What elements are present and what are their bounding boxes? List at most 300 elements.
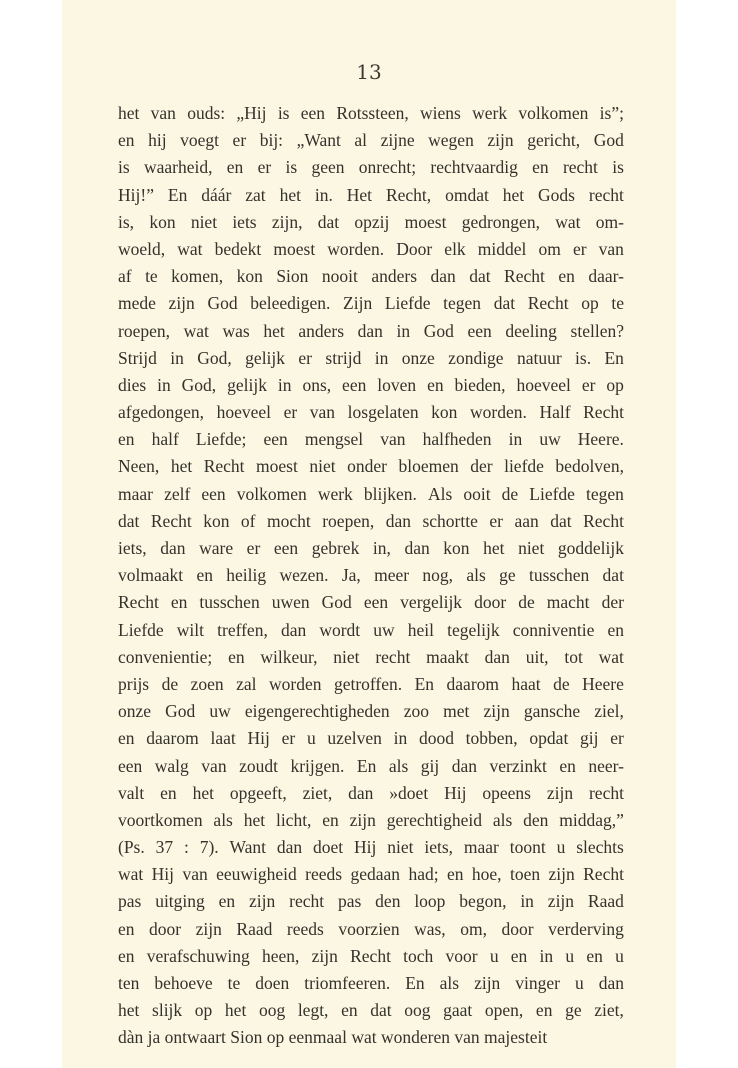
word: volkomen <box>518 103 589 123</box>
word: en <box>118 429 135 450</box>
word: ontwaart <box>164 1027 226 1048</box>
word: mede <box>118 293 156 314</box>
word: open, <box>484 1000 524 1021</box>
word: dáár <box>201 184 232 205</box>
word: zondige <box>448 347 504 368</box>
word: zijn <box>349 809 376 830</box>
word: Hij <box>354 837 377 858</box>
text-line <box>118 970 624 997</box>
word: liefde <box>504 456 544 477</box>
word: den <box>375 891 401 912</box>
word: volkomen <box>236 483 307 504</box>
text-line <box>118 589 624 616</box>
word: tegelijk <box>447 619 500 640</box>
word: ziet, <box>302 782 333 803</box>
word: Recht <box>583 402 624 423</box>
word: Zijn <box>343 293 373 314</box>
word: aan <box>514 510 539 531</box>
word: dan <box>160 538 186 558</box>
word: Neen, <box>118 456 160 477</box>
word: het <box>192 782 214 803</box>
word: tegen <box>586 483 624 504</box>
text-line <box>118 861 624 888</box>
word: anders <box>298 320 345 341</box>
word: loven <box>377 374 417 395</box>
word: is <box>285 157 298 178</box>
word: dat <box>317 211 340 232</box>
word: de <box>161 673 179 694</box>
word: God, <box>197 347 232 368</box>
word: gebrek <box>311 538 360 558</box>
word: 7). <box>199 837 219 858</box>
word: het <box>118 103 140 123</box>
word: wonderen <box>380 1027 450 1048</box>
word: Recht <box>118 592 159 613</box>
word: opzij <box>354 211 390 232</box>
word: tot <box>564 646 583 667</box>
word: Liefde <box>384 293 431 314</box>
word: nog, <box>422 565 454 586</box>
word: Hij!” <box>118 184 154 205</box>
word: dan <box>451 755 477 776</box>
text-line <box>118 426 624 453</box>
text-line <box>118 481 624 508</box>
word: door <box>149 918 182 939</box>
word: om- <box>595 211 624 232</box>
word: neer- <box>588 755 624 776</box>
word: slijk <box>152 1000 183 1021</box>
word: wat <box>177 238 203 259</box>
word: vinger <box>515 973 560 993</box>
word: recht <box>375 646 411 667</box>
word: in. <box>314 184 333 205</box>
word: te <box>227 973 241 993</box>
text-line <box>118 807 624 834</box>
word: bij: <box>259 130 284 151</box>
word: Liefde; <box>195 429 247 450</box>
word: tobben, <box>465 728 518 749</box>
word: van <box>201 755 227 776</box>
word: gericht, <box>527 130 581 151</box>
word: kon <box>203 510 230 531</box>
word: En <box>167 184 188 205</box>
word: iets <box>232 211 257 232</box>
word: stellen? <box>570 320 624 341</box>
word: mengsel <box>304 429 364 450</box>
word: halfheden <box>422 429 492 450</box>
word: u <box>615 945 624 966</box>
word: tusschen <box>528 565 590 586</box>
word: En <box>414 673 435 694</box>
word: dat <box>602 565 624 586</box>
word: triomfeeren. <box>304 973 391 993</box>
word: ons, <box>302 374 332 395</box>
word: gedaan <box>350 864 401 885</box>
word: en <box>586 945 603 966</box>
word: Recht <box>504 266 545 287</box>
word: worden <box>268 673 322 694</box>
word: Hij <box>444 782 467 803</box>
word: God <box>423 320 454 341</box>
word: dan <box>385 510 411 531</box>
body-text <box>118 100 624 1052</box>
word: en <box>446 864 464 885</box>
word: en <box>322 809 339 830</box>
word: ja <box>147 1027 161 1048</box>
word: voor <box>445 945 478 966</box>
word: er <box>581 374 596 395</box>
text-line <box>118 834 624 861</box>
word: de <box>501 483 519 504</box>
word: zijne <box>380 130 415 151</box>
word: dan <box>404 538 430 558</box>
word: opgeeft, <box>229 782 287 803</box>
word: de <box>518 592 535 613</box>
word: was, <box>414 918 446 939</box>
word: en <box>510 945 528 966</box>
word: Recht, <box>385 184 432 205</box>
word: macht <box>546 592 590 613</box>
word: u <box>565 945 575 966</box>
word: van <box>454 1027 480 1048</box>
text-line <box>118 508 624 535</box>
word: Recht <box>150 510 192 531</box>
word: oog <box>404 1000 431 1021</box>
word: en <box>559 755 576 776</box>
word: ge <box>565 1000 582 1021</box>
word: zoo <box>403 701 430 722</box>
text-line <box>118 127 624 154</box>
word: een <box>201 483 226 504</box>
word: daarom <box>146 728 199 749</box>
word: maar <box>463 837 499 858</box>
word: hoeveel <box>516 374 571 395</box>
word: zelf <box>164 483 191 504</box>
word: afgedongen, <box>118 402 205 423</box>
text-line <box>118 943 624 970</box>
word: in <box>170 347 184 368</box>
word: toen <box>509 864 541 885</box>
word: »doet <box>389 782 429 803</box>
word: Gods <box>538 184 575 205</box>
text-line <box>118 453 624 480</box>
word: doet <box>313 837 344 858</box>
word: kon <box>443 538 470 558</box>
word: kon <box>236 266 263 287</box>
word: dat <box>550 510 572 531</box>
word: of <box>240 510 256 531</box>
word: en <box>118 945 135 966</box>
word: een <box>363 592 389 613</box>
word: er <box>232 130 247 151</box>
word: oog <box>258 1000 286 1021</box>
word: maakt <box>426 646 469 667</box>
word: onze <box>401 347 435 368</box>
word: waarheid, <box>143 157 213 178</box>
word: God, <box>181 374 217 395</box>
word: treffen, <box>217 619 268 640</box>
word: onze <box>118 701 152 722</box>
word: Als <box>427 483 453 504</box>
word: dan <box>598 973 624 993</box>
text-line <box>118 997 624 1024</box>
word: van <box>380 429 406 450</box>
word: te <box>611 293 624 314</box>
word: van <box>309 402 336 423</box>
word: dàn <box>118 1027 144 1048</box>
word: zijn <box>546 782 574 803</box>
word: op <box>581 293 599 314</box>
word: als <box>466 565 486 586</box>
word: Ja, <box>341 565 361 586</box>
word: er <box>298 347 313 368</box>
word: gelijk <box>245 347 286 368</box>
word: er <box>610 728 624 749</box>
word: God <box>207 293 238 314</box>
word: er <box>281 728 296 749</box>
word: Recht <box>350 945 391 966</box>
word: wat <box>183 320 209 341</box>
word: zal <box>236 673 257 694</box>
word: anders <box>371 266 418 287</box>
word: komen, <box>171 266 224 287</box>
text-line <box>118 644 624 671</box>
word: en <box>228 646 245 667</box>
word: dan <box>357 320 383 341</box>
word: wilt <box>176 619 205 640</box>
word: geen <box>311 157 345 178</box>
text-line <box>118 290 624 317</box>
word: er <box>246 538 261 558</box>
word: valt <box>118 782 145 803</box>
text-line <box>118 535 624 562</box>
word: daarom <box>446 673 500 694</box>
word: Rotssteen, <box>336 103 409 123</box>
word: Recht <box>527 293 569 314</box>
word: vergelijk <box>400 592 463 613</box>
word: is <box>612 157 624 178</box>
word: in <box>539 945 554 966</box>
word: bedekt <box>214 238 262 259</box>
word: niet <box>387 837 414 858</box>
word: wat <box>555 211 581 232</box>
text-line <box>118 888 624 915</box>
word: eenmaal <box>288 1027 347 1048</box>
word: zijn <box>168 293 195 314</box>
word: zijn <box>487 130 514 151</box>
word: is, <box>118 211 135 232</box>
word: zijn <box>474 973 501 993</box>
word: dies <box>118 374 147 395</box>
word: dood <box>418 728 454 749</box>
word: en <box>196 565 213 586</box>
text-line <box>118 916 624 943</box>
word: als <box>439 973 460 993</box>
word: onder <box>347 456 387 477</box>
word: een <box>467 320 492 341</box>
word: een <box>118 755 143 776</box>
word: Sion <box>230 1027 263 1048</box>
word: worden. <box>327 238 385 259</box>
word: gij <box>580 728 599 749</box>
word: prijs <box>118 673 150 694</box>
word: Want <box>229 837 267 858</box>
word: „Hij <box>236 103 267 123</box>
word: walg <box>154 755 189 776</box>
word: woeld, <box>118 238 166 259</box>
word: en <box>427 374 444 395</box>
word: van <box>598 238 624 259</box>
word: ten <box>118 973 140 993</box>
word: Heere. <box>577 429 624 450</box>
word: voortkomen <box>118 809 203 830</box>
word: u <box>489 945 499 966</box>
text-line <box>118 671 624 698</box>
word: niet <box>190 211 218 232</box>
word: tegen <box>443 293 482 314</box>
word: blijken. <box>363 483 417 504</box>
word: in <box>157 374 171 395</box>
word: een <box>300 103 326 123</box>
word: hoe, <box>471 864 502 885</box>
word: Strijd <box>118 347 157 368</box>
word: opdat <box>529 728 569 749</box>
word: doen <box>255 973 290 993</box>
word: eeuwigheid <box>216 864 297 885</box>
word: kon <box>431 402 458 423</box>
word: conniventie <box>512 619 595 640</box>
word: 37 <box>155 837 174 858</box>
word: gerechtigheid <box>386 809 482 830</box>
word: het <box>118 1000 140 1021</box>
word: laat <box>210 728 236 749</box>
word: uw <box>539 429 561 450</box>
word: den <box>523 809 549 830</box>
word: zoudt <box>239 755 278 776</box>
word: pas <box>118 891 142 912</box>
word: goddelijk <box>557 538 624 558</box>
word: behoeve <box>154 973 213 993</box>
text-line <box>118 154 624 181</box>
word: het <box>224 1000 247 1021</box>
word: eigengerechtigheden <box>244 701 390 722</box>
word: recht <box>289 891 325 912</box>
word: door <box>474 592 507 613</box>
word: uitging <box>155 891 205 912</box>
word: hoeveel <box>216 402 272 423</box>
word: dan <box>430 266 456 287</box>
word: nooit <box>321 266 358 287</box>
word: beleedigen. <box>250 293 331 314</box>
word: God <box>593 130 624 151</box>
word: een <box>263 429 288 450</box>
word: En <box>604 347 624 368</box>
word: en <box>118 918 135 939</box>
word: recht <box>588 184 624 205</box>
text-line <box>118 562 624 589</box>
word: is”; <box>599 103 624 123</box>
word: Door <box>396 238 433 259</box>
word: strijd <box>325 347 362 368</box>
word: met <box>443 701 470 722</box>
word: in <box>393 728 408 749</box>
text-line <box>118 1024 624 1051</box>
word: uw <box>373 619 395 640</box>
word: elk <box>444 238 466 259</box>
word: tusschen <box>199 592 260 613</box>
word: Raad <box>236 918 273 939</box>
word: roepen, <box>118 320 170 341</box>
word: werk <box>472 103 508 123</box>
word: het <box>243 809 266 830</box>
word: uwen <box>271 592 310 613</box>
word: Het <box>346 184 373 205</box>
word: gelijk <box>227 374 267 395</box>
word: volmaakt <box>118 565 184 586</box>
word: als <box>388 755 409 776</box>
word: haat <box>511 673 541 694</box>
word: in <box>520 891 534 912</box>
word: moest <box>273 238 316 259</box>
word: losgelaten <box>347 402 419 423</box>
word: convenientie; <box>118 646 213 667</box>
word: u <box>574 973 584 993</box>
word: daar- <box>588 266 624 287</box>
word: er <box>572 238 587 259</box>
text-line <box>118 236 624 263</box>
word: moest <box>256 456 298 477</box>
word: als <box>213 809 233 830</box>
word: en <box>218 891 236 912</box>
word: wegen <box>428 130 474 151</box>
word: er <box>257 157 272 178</box>
word: wordt <box>319 619 361 640</box>
word: de <box>553 673 570 694</box>
word: gedrongen, <box>461 211 540 232</box>
word: er <box>489 510 503 531</box>
word: Hij <box>247 728 270 749</box>
word: loop <box>414 891 446 912</box>
word: majesteit <box>484 1027 548 1048</box>
word: pas <box>337 891 362 912</box>
word: dan <box>484 646 510 667</box>
word: „Want <box>296 130 341 151</box>
word: wat <box>351 1027 377 1048</box>
word: een <box>342 374 367 395</box>
text-line <box>118 399 624 426</box>
word: het <box>170 456 193 477</box>
word: heil <box>407 619 435 640</box>
word: Raad <box>587 891 624 912</box>
text-line <box>118 617 624 644</box>
word: en <box>532 157 549 178</box>
word: het <box>502 184 525 205</box>
word: slechts <box>576 837 624 858</box>
word: zijn <box>311 945 338 966</box>
word: ge <box>499 565 516 586</box>
word: en <box>118 130 135 151</box>
word: zijn <box>483 701 510 722</box>
word: uzelven <box>327 728 382 749</box>
word: gansche <box>523 701 581 722</box>
word: het <box>263 320 285 341</box>
word: En <box>405 973 425 993</box>
text-line <box>118 698 624 725</box>
word: heen, <box>262 945 300 966</box>
word: verderving <box>548 918 624 939</box>
word: en <box>170 592 188 613</box>
word: is <box>277 103 290 123</box>
